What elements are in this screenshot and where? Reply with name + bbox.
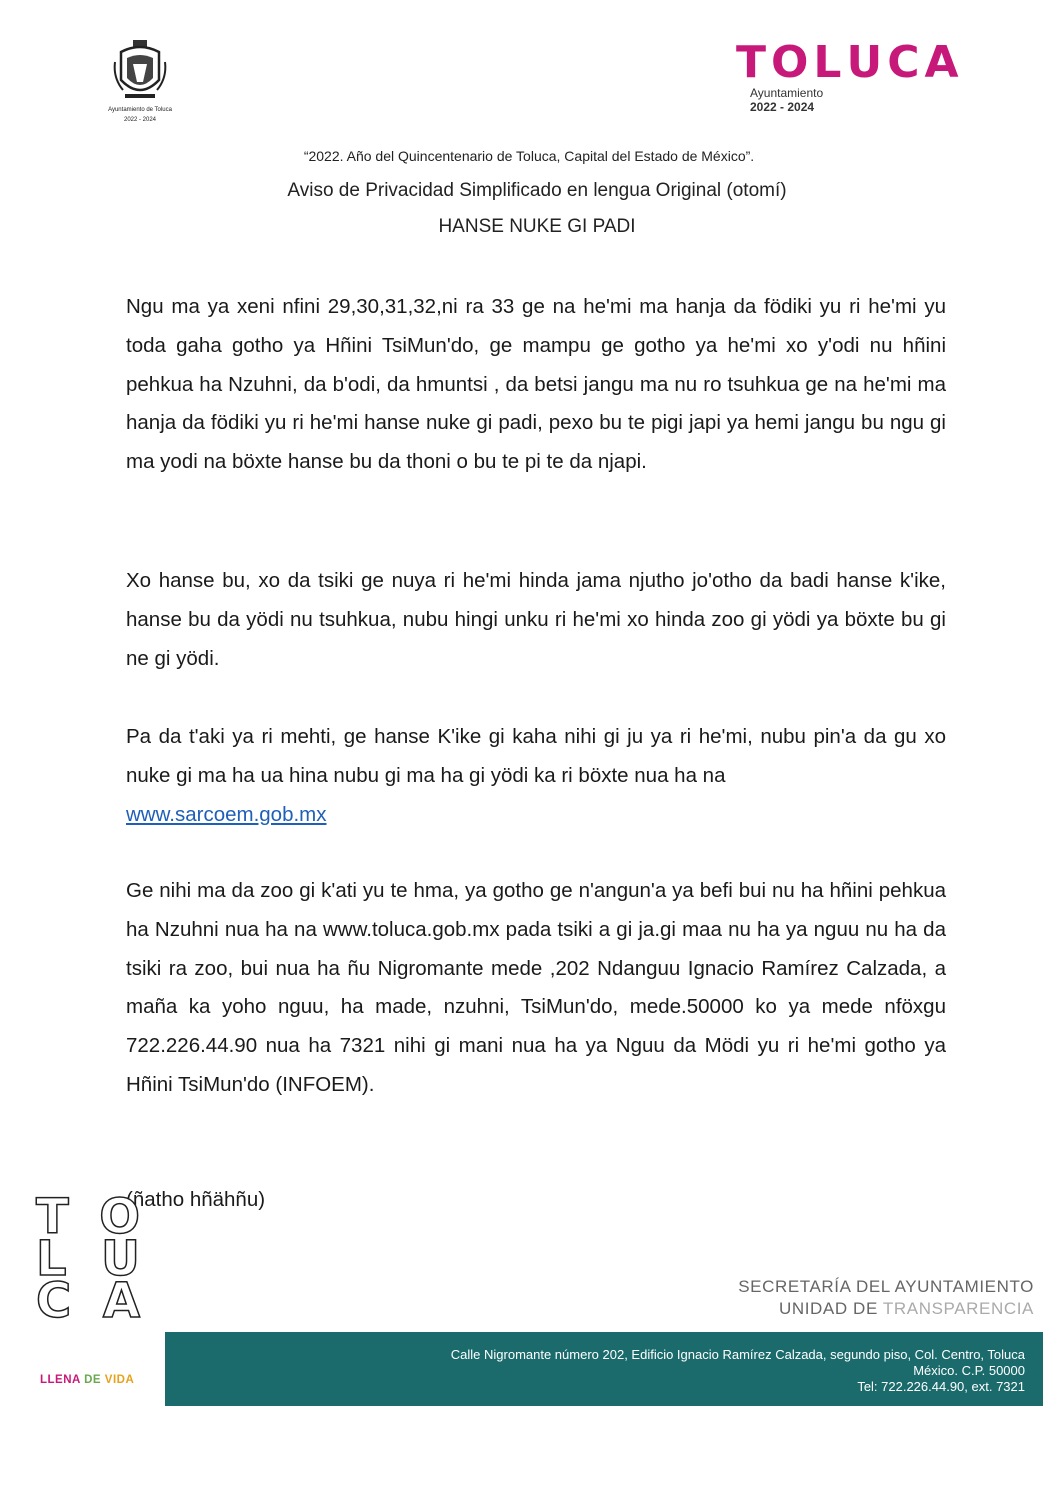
logo-letter: A — [102, 1273, 140, 1329]
office-line-1: SECRETARÍA DEL AYUNTAMIENTO — [738, 1277, 1034, 1296]
address-line-2: México. C.P. 50000 — [913, 1363, 1025, 1378]
brand-letter: O — [771, 37, 810, 88]
paragraph-1: Ngu ma ya xeni nfini 29,30,31,32,ni ra 33 ge na he'mi ma hanja da födiki yu ri he'mi yu toda gaha gotho ya Hñini TsiMun'do, ge mampu ge gotho ya he'mi xo y'odi nu hñini pehkua ha Nzuhni, da b'odi, da hmuntsi , da betsi jangu ma nu ro tsuhkua ge na he'mi ma hanja da födiki yu ri he'mi hanse nuke gi padi, pexo bu te pigi japi ya hemi jangu bu ngu gi ma yodi na böxte hanse bu da thoni o bu te pi te da njapi. — [126, 295, 946, 474]
office-unit-highlight: TRANSPARENCIA — [882, 1299, 1034, 1318]
toluca-outline-logo — [36, 1189, 148, 1372]
logo-letter: O — [99, 1189, 140, 1245]
office-name — [738, 1276, 1034, 1320]
office-unit: UNIDAD DE — [778, 1299, 878, 1318]
logo-letter: C — [36, 1273, 72, 1329]
paragraph-3-text: Pa da t'aki ya ri mehti, ge hanse K'ike gi kaha nihi gi ju ya ri he'mi, nubu pin'a da gu xo nuke gi ma ha ua hina nubu gi ma ha gi yödi ka ri böxte nua ha na — [126, 725, 946, 787]
brand-letter: C — [887, 37, 921, 88]
paragraph-3 — [126, 718, 946, 834]
toluca-brand-logo — [736, 37, 996, 114]
logo-letter: U — [101, 1231, 140, 1287]
office-line-2 — [738, 1298, 1034, 1320]
slogan — [40, 1374, 134, 1386]
slogan-word: DE — [84, 1374, 102, 1386]
document-subtitle: HANSE NUKE GI PADI — [438, 216, 636, 237]
address-line-3: Tel: 722.226.44.90, ext. 7321 — [857, 1379, 1025, 1394]
brand-letter: A — [924, 37, 960, 88]
brand-wordmark — [736, 37, 996, 88]
brand-letter: T — [736, 37, 768, 88]
coat-of-arms-icon — [113, 38, 167, 104]
brand-years: 2022 - 2024 — [750, 100, 815, 114]
language-signature: (ñatho hñähñu) — [126, 1188, 266, 1211]
footer-address — [451, 1347, 1025, 1395]
logo-letter: L — [36, 1231, 67, 1287]
municipal-seal — [98, 38, 182, 124]
footer-bar — [165, 1332, 1043, 1406]
brand-subtitle: Ayuntamiento — [750, 86, 824, 100]
brand-letter: U — [846, 37, 884, 88]
address-line-1: Calle Nigromante número 202, Edificio Ignacio Ramírez Calzada, segundo piso, Col. Centro, Toluca — [450, 1347, 1025, 1362]
sarcoem-link[interactable]: www.sarcoem.gob.mx — [126, 802, 327, 826]
logo-row — [36, 1273, 140, 1329]
logo-letter: T — [36, 1189, 69, 1245]
seal-years: 2022 - 2024 — [123, 117, 157, 123]
slogan-word: LLENA — [40, 1374, 81, 1386]
paragraph-4: Ge nihi ma da zoo gi k'ati yu te hma, ya gotho ge n'angun'a ya befi bui nu ha hñini pehkua ha Nzuhni nua ha na www.toluca.gob.mx pada tsiki a gi ja.gi maa nu ha ya nguu nu ha da tsiki ra zoo, bui nua ha ñu Nigromante mede ,202 Ndanguu Ignacio Ramírez Calzada, a maña ka yoho nguu, ha made, nzuhni, TsiMun'do, mede.50000 ko ya mede nföxgu 722.226.44.90 nua ha 7321 nihi gi mani nua ha ya Nguu da Mödi yu ri he'mi gotho ya Hñini TsiMun'do (INFOEM). — [126, 879, 946, 1096]
slogan-word: VIDA — [104, 1374, 135, 1386]
document-title: Aviso de Privacidad Simplificado en lengua Original (otomí) — [287, 180, 787, 201]
brand-letter: L — [813, 37, 843, 88]
seal-caption: Ayuntamiento de Toluca — [108, 107, 172, 113]
year-motto: “2022. Año del Quincentenario de Toluca, Capital del Estado de México”. — [303, 148, 755, 164]
paragraph-2: Xo hanse bu, xo da tsiki ge nuya ri he'mi hinda jama njutho jo'otho da badi hanse k'ike, hanse bu da yödi nu tsuhkua, nubu hingi unku ri he'mi xo hinda zoo gi yödi ya böxte bu gi ne gi yödi. — [126, 569, 946, 670]
